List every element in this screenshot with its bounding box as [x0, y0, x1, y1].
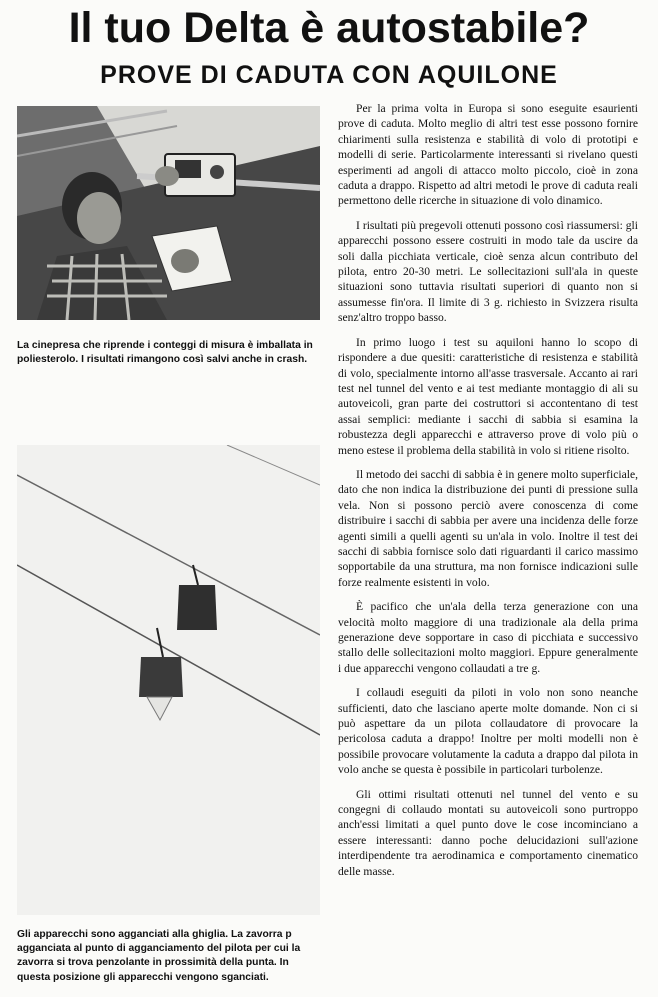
cable-car-photo-illustration	[17, 445, 320, 915]
cable-car-photo	[17, 445, 320, 915]
article-paragraph: Il metodo dei sacchi di sabbia è in genere molto superficiale, dato che non indica la distribuzione dei punti di pressione sulla vela. Non si possono perciò avere conoscenza di come distribuire i sacchi di sabbia per avere una incidenza delle forze agenti simili a quelli agenti su un'ala in volo. Inoltre il test dei sacchi di sabbia fornisce solo dati riguardanti il carico massimo sopportabile da una struttura, ma non fornisce indicazioni sulle forze realmente esistenti in volo.	[338, 467, 638, 589]
camera-photo-illustration	[17, 106, 320, 320]
page-title: Il tuo Delta è autostabile?	[68, 4, 590, 52]
article-paragraph: Gli ottimi risultati ottenuti nel tunnel del vento e su congegni di collaudo montati su autoveicoli sono purtroppo anch'essi limitati a quel punto dove le cose incominciano a essere interessanti: danno poche delucidazioni sull'azione interdipendente tra aerodinamica e comportamento cinematico delle masse.	[338, 787, 638, 878]
article-paragraph: I collaudi eseguiti da piloti in volo non sono neanche sufficienti, dato che lasciano aperte molte domande. Non ci si può aspettare da un pilota collaudatore di provocare la pericolosa caduta a drappo! Inoltre per molti modelli non è possibile provocare volutamente la caduta a drappo dal pilota in volo anche se questa è possibile in particolari turbolenze.	[338, 686, 638, 777]
page-subtitle: PROVE DI CADUTA CON AQUILONE	[100, 61, 558, 89]
photo2-caption: Gli apparecchi sono agganciati alla ghiglia. La zavorra p agganciata al punto di agganciamento del pilota per cui la zavorra si trova penzolante in prossimità della punta. In questa posizione gli apparecchi vengono sganciati.	[17, 929, 301, 983]
article-paragraph: Per la prima volta in Europa si sono eseguite esaurienti prove di caduta. Molto meglio di altri test esse possono fornire chiarimenti sulla resistenza e stabilità di volo di prototipi e modelli di serie. Particolarmente interessanti si rivelano questi esperimenti ad angoli di attacco molto piccolo, cioè in zona caduta a drappo. Rispetto ad altri metodi le prove di caduta reali permettono delle ricerche in situazione di volo dinamico.	[338, 102, 638, 208]
article-paragraph: In primo luogo i test su aquiloni hanno lo scopo di rispondere a due quesiti: caratteristiche di resistenza e stabilità di volo, specialmente intorno all'asse trasversale. Accanto ai rari test nel tunnel del vento e ai test mediante montaggio di ali su autoveicoli, gran parte dei costruttori si accontentano di test assai semplici: mediante i sacchi di sabbia si esamina la robustezza degli apparecchi e attraverso prove di volo più o meno estese il problema della stabilità in volo si ritiene risolto.	[338, 335, 638, 457]
camera-photo	[17, 106, 320, 320]
article-body	[338, 101, 638, 888]
article-paragraph: I risultati più pregevoli ottenuti possono così riassumersi: gli apparecchi possono essere costruiti in modo tale da uscire da soli dalla picchiata verticale, cioè senza alcun contributo del pilota, entro 20-30 metri. Le sollecitazioni sull'ala in queste situazioni sono tuttavia risultati superiori di quanto non si assumesse fin'ora. Il limite di 3 g. richiesto in Svizzera risulta senz'altro troppo basso.	[338, 218, 638, 325]
photo1-caption: La cinepresa che riprende i conteggi di misura è imballata in poliesterolo. I risultati rimangono così salvi anche in crash.	[17, 340, 313, 366]
article-paragraph: È pacifico che un'ala della terza generazione con una velocità molto maggiore di una tradizionale ala della prima generazione deve sopportare in caso di picchiata e successivo stallo delle sollecitazioni molto maggiori. Eppure generalmente i due apparecchi vengono collaudati a tre g.	[338, 600, 638, 675]
